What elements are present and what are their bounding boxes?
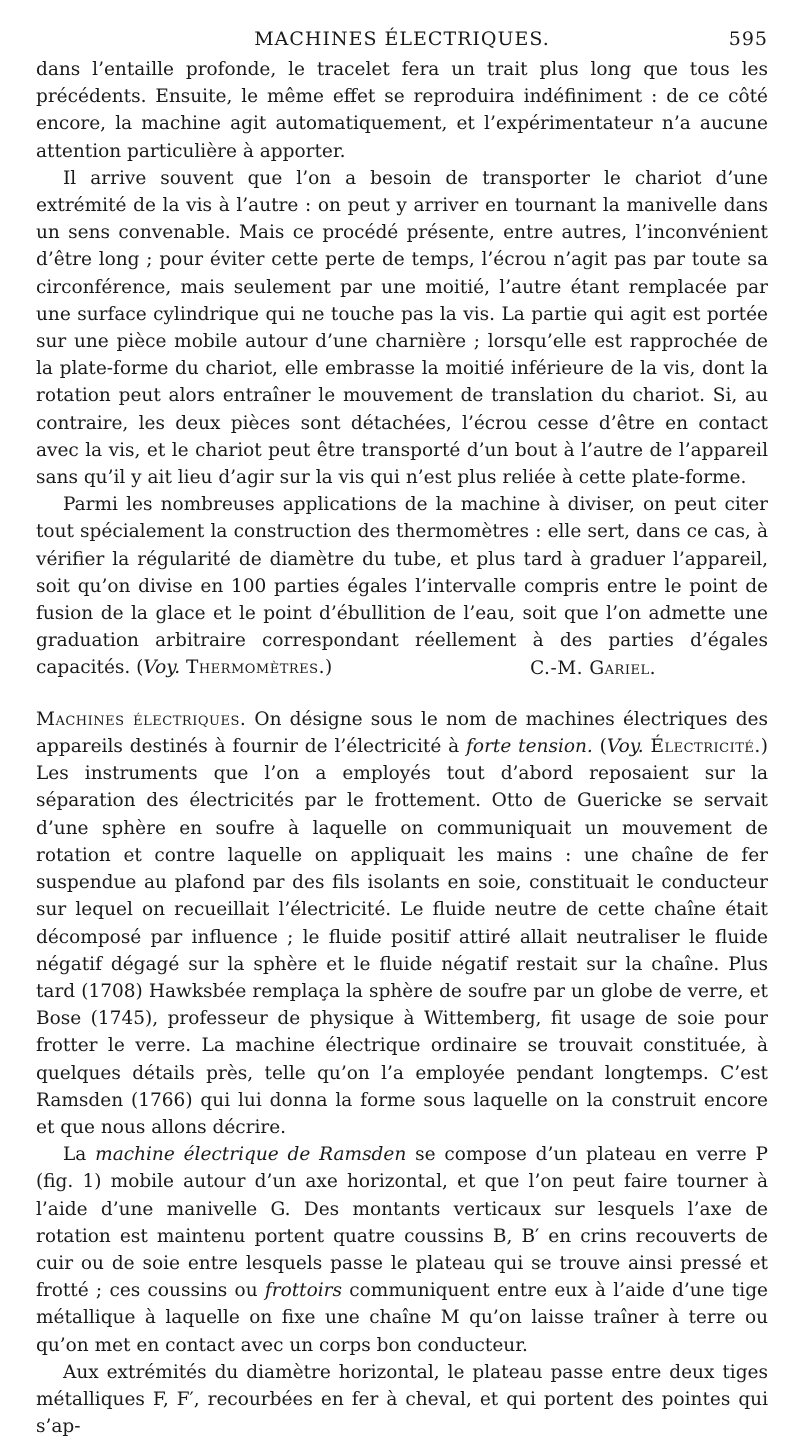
paragraph-continuation: dans l’entaille profonde, le tracelet fera un trait plus long que tous les précédents. Ensuite, le même effet se reproduira indéfiniment : de ce côté encore, la machine agit automatiquement, et l’expérimentateur n’a aucune attention particulière à apporter. (36, 59, 768, 162)
cross-ref-thermometres: Thermomètres. (185, 657, 325, 679)
ramsden-text-c: communiquent entre eux à l’aide d’une tige métallique à laquelle on fixe une chaîne M qu’on laisse traîner à terre ou qu’on met en contact avec un corps bon conducteur. (36, 1280, 768, 1356)
ramsden-text-b: se compose d’un plateau en verre P (fig. 1) mobile autour d’un axe horizontal, et que l’on peut faire tourner à l’aide d’une manivelle G. Des montants verticaux sur lesquels l’axe de rotation est maintenu portent quatre coussins B, B′ en crins recouverts de cuir ou de soie entre lesquels passe le plateau qui se trouve ainsi pressé et frotté ; ces coussins ou (36, 1144, 768, 1302)
page-body (36, 56, 768, 1440)
entry-machines-electriques (36, 706, 768, 1141)
applications-text: Parmi les nombreuses applications de la machine à diviser, on peut citer tout spécialement la construction des thermomètres : elle sert, dans ce cas, à vérifier la régularité de diamètre du tube, et plus tard à graduer l’appareil, soit qu’on divise en 100 parties égales l’intervalle compris entre le point de fusion de la glace et le point d’ébullition de l’eau, soit que l’on admette une graduation arbitraire correspondant réellement à des parties d’égales capacités. ( (36, 494, 768, 679)
entry-heading: Machines électriques. (36, 708, 247, 730)
voy-ref-2: Voy. (606, 736, 644, 758)
running-title: MACHINES ÉLECTRIQUES. (254, 28, 550, 50)
page-number: 595 (728, 28, 768, 50)
paragraph-tiges: Aux extrémités du diamètre horizontal, le plateau passe entre deux tiges métalliques F, F′, recourbées en fer à cheval, et qui portent des pointes qui s’ap- (36, 1361, 768, 1438)
voy-ref: Voy. (143, 657, 181, 679)
frottoirs-italic: frottoirs (264, 1280, 342, 1302)
entry-text-c: ) Les instruments que l’on a employés tout d’abord reposaient sur la séparation des électricités par le frottement. Otto de Guericke se servait d’une sphère en soufre à laquelle on communiquait un mouvement de rotation et contre laquelle on appliquait les mains : une chaîne de fer suspendue au plafond par des fils isolants en soie, constituait le conducteur sur lequel on recueillait l’électricité. Le fluide neutre de cette chaîne était décomposé par influence ; le fluide positif attiré allait neutraliser le fluide négatif dégagé sur la sphère et le fluide négatif restait sur la chaîne. Plus tard (1708) Hawksbée remplaça la sphère de soufre par un globe de verre, et Bose (1745), professeur de physique à Wittemberg, fit usage de soie pour frotter le verre. La machine électrique ordinaire se trouvait constituée, à quelques détails près, telle qu’on l’a employée pendant longtemps. C’est Ramsden (1766) qui lui donna la forme sous laquelle on la construit encore et que nous allons décrire. (36, 736, 768, 1138)
entry-text-a: On désigne sous le nom de machines électriques des appareils destinés à fournir de l’électricité à (36, 708, 768, 758)
entry-text-b: ( (592, 736, 607, 758)
cross-ref-electricite: Électricité. (650, 736, 761, 758)
running-header (36, 22, 768, 56)
paragraph-ramsden (36, 1141, 768, 1359)
paragraph-chariot: Il arrive souvent que l’on a besoin de transporter le chariot d’une extrémité de la vis à l’autre : on peut y arriver en tournant la manivelle dans un sens convenable. Mais ce procédé présente, entre autres, l’inconvénient d’être long ; pour éviter cette perte de temps, l’écrou n’agit pas par toute sa circonférence, mais seulement par une moitié, l’autre étant remplacée par une surface cylindrique qui ne touche pas la vis. La partie qui agit est portée sur une pièce mobile autour d’une charnière ; lorsqu’elle est rapprochée de la plate-forme du chariot, elle embrasse la moitié inférieure de la vis, dont la rotation peut alors entraîner le mouvement de translation du chariot. Si, au contraire, les deux pièces sont détachées, l’écrou cesse d’être en contact avec la vis, et le chariot peut être transporté d’un bout à l’autre de l’appareil sans qu’il y ait lieu d’agir sur la vis qui n’est plus reliée à cette plate-forme. (36, 167, 768, 489)
forte-tension: forte tension. (466, 736, 593, 758)
signature-text: C.-M. Gariel. (530, 657, 656, 679)
paragraph-applications (36, 491, 768, 681)
ramsden-text-a: La (63, 1144, 96, 1166)
ramsden-italic: machine électrique de Ramsden (95, 1144, 407, 1166)
paren-close: ) (324, 657, 333, 679)
